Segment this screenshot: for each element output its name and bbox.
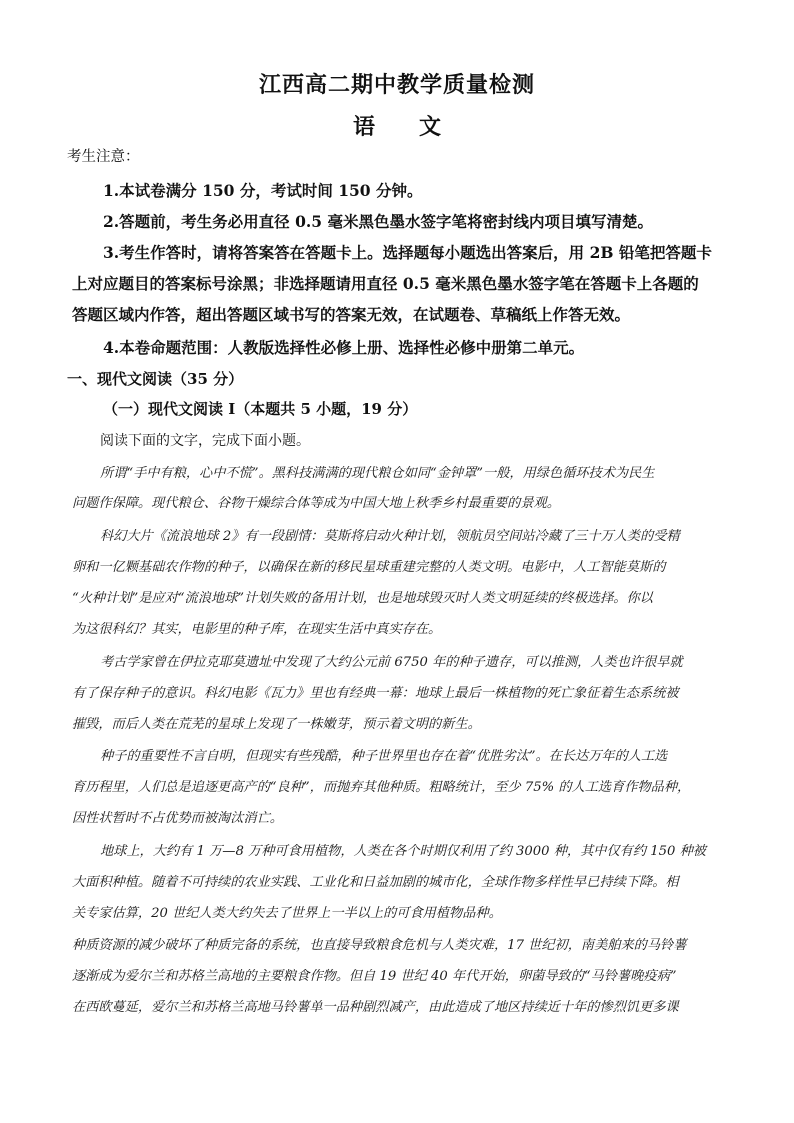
passage-line: 种子的重要性不言自明，但现实有些残酷，种子世界里也存在着“优胜劣汰”。在长达万年的人工选 [100, 749, 668, 764]
passage-line: 因性状暂时不占优势而被淘汰消亡。 [72, 811, 283, 826]
passage-line: 问题作保障。现代粮仓、谷物干燥综合体等成为中国大地上秋季乡村最重要的景观。 [72, 496, 560, 511]
passage-line: 关专家估算，20 世纪人类大约失去了世界上一半以上的可食用植物品种。 [72, 906, 502, 921]
passage-line: 地球上，大约有 1 万—8 万种可食用植物，人类在各个时期仅利用了约 3000 种，其中仅有约 150 种被 [100, 844, 706, 859]
passage-line: 逐渐成为爱尔兰和苏格兰高地的主要粮食作物。但自 19 世纪 40 年代开始，卵菌导致的“马铃薯晚疫病” [72, 969, 677, 984]
passage-line: 所谓“手中有粮，心中不慌”。黑科技满满的现代粮仓如同“金钟罩”一般，用绿色循环技术为民生 [100, 466, 655, 481]
passage-line: 科幻大片《流浪地球 2》有一段剧情：莫斯将启动火种计划，领航员空间站冷藏了三十万人类的受精 [100, 529, 680, 544]
notice-item: 答题区域内作答，超出答题区域书写的答案无效，在试题卷、草稿纸上作答无效。 [72, 305, 631, 324]
notice-item: 3.考生作答时，请将答案答在答题卡上。选择题每小题选出答案后，用 2B 铅笔把答题卡 [103, 243, 712, 262]
passage-line: 在西欧蔓延，爱尔兰和苏格兰高地马铃薯单一品种剧烈减产，由此造成了地区持续近十年的惨烈饥更多课 [72, 1000, 679, 1015]
exam-title: 江西高二期中教学质量检测 [258, 72, 535, 98]
passage-line: 大面积种植。随着不可持续的农业实践、工业化和日益加剧的城市化，全球作物多样性早已持续下降。相 [72, 875, 679, 890]
passage-line: 有了保存种子的意识。科幻电影《瓦力》里也有经典一幕：地球上最后一株植物的死亡象征着生态系统被 [72, 686, 679, 701]
passage-line: 种质资源的减少破坏了种质完备的系统，也直接导致粮食危机与人类灾难，17 世纪初，南美舶来的马铃薯 [72, 938, 687, 953]
notice-item: 2.答题前，考生务必用直径 0.5 毫米黑色墨水签字笔将密封线内项目填写清楚。 [103, 212, 653, 231]
notice-item: 1.本试卷满分 150 分，考试时间 150 分钟。 [103, 181, 423, 200]
notice-item: 上对应题目的答案标号涂黑；非选择题请用直径 0.5 毫米黑色墨水签字笔在答题卡上各题的 [72, 274, 699, 293]
exam-subject: 语 文 [352, 114, 441, 140]
passage-line: “火种计划”是应对“流浪地球”计划失败的备用计划，也是地球毁灭时人类文明延续的终极选择。你以 [72, 591, 653, 606]
passage-line: 为这很科幻？其实，电影里的种子库，在现实生活中真实存在。 [72, 622, 442, 637]
section-heading: 一、现代文阅读（35 分） [67, 370, 244, 388]
notice-heading: 考生注意： [67, 149, 140, 165]
passage-line: 摧毁，而后人类在荒芜的星球上发现了一株嫩芽，预示着文明的新生。 [72, 717, 481, 732]
notice-item: 4.本卷命题范围：人教版选择性必修上册、选择性必修中册第二单元。 [103, 338, 585, 357]
reading-instruction: 阅读下面的文字，完成下面小题。 [100, 433, 310, 449]
subsection-heading: （一）现代文阅读 I（本题共 5 小题，19 分） [103, 400, 418, 418]
passage-line: 育历程里，人们总是追逐更高产的“良种”，而抛弃其他种质。粗略统计，至少 75% 的人工选育作物品种， [72, 780, 691, 795]
passage-line: 卵和一亿颗基础农作物的种子，以确保在新的移民星球重建完整的人类文明。电影中，人工智能莫斯的 [72, 560, 666, 575]
passage-line: 考古学家曾在伊拉克耶莫遗址中发现了大约公元前 6750 年的种子遗存，可以推测，人类也许很早就 [100, 655, 683, 670]
